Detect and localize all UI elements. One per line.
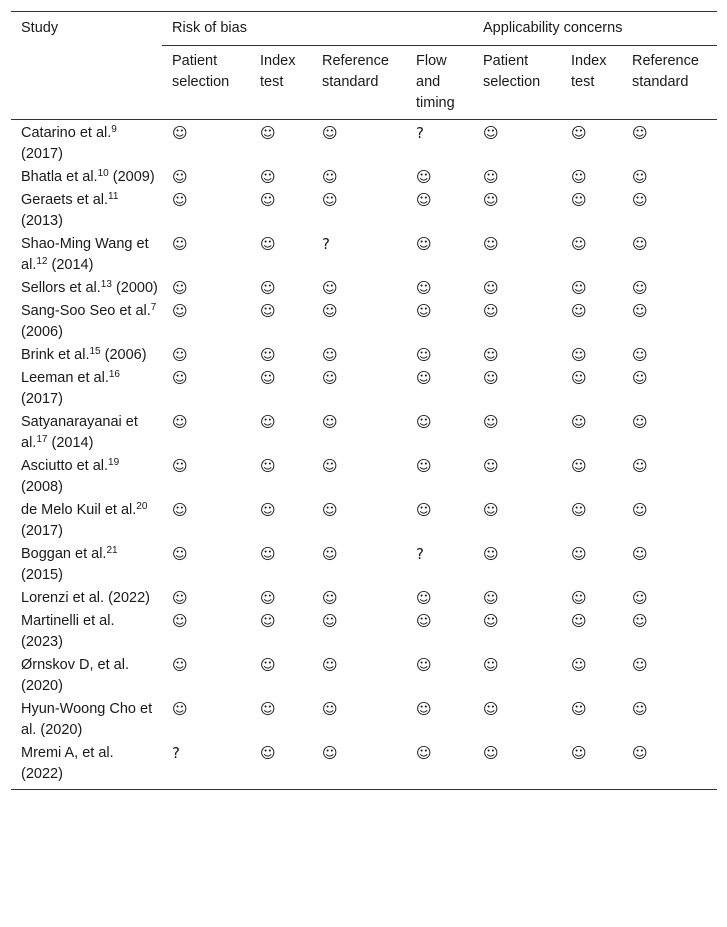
smiley-icon: ☺ [260,413,276,431]
smiley-icon: ☺ [416,700,432,718]
smiley-icon: ☺ [172,302,188,320]
smiley-icon: ☺ [322,413,338,431]
smiley-icon: ☺ [172,369,188,387]
study-year: (2022) [108,590,150,606]
smiley-icon: ☺ [250,742,312,790]
table-row [11,654,717,698]
smiley-icon: ☺ [632,191,648,209]
smiley-icon: ☺ [260,656,276,674]
smiley-icon: ☺ [571,545,587,563]
smiley-icon: ☺ [483,700,499,718]
unclear-mark: ? [162,742,250,790]
smiley-icon: ☺ [571,700,587,718]
smiley-icon: ☺ [406,742,473,790]
study-cell [11,742,162,790]
smiley-icon: ☺ [172,191,188,209]
study-name: Sellors et al. [21,280,101,296]
reference-number: 10 [97,168,109,179]
study-name: Bhatla et al. [21,169,98,185]
smiley-icon: ☺ [416,235,432,253]
smiley-icon: ☺ [632,235,648,253]
smiley-icon: ☺ [322,191,338,209]
smiley-icon: ☺ [483,656,499,674]
smiley-icon: ☺ [632,545,648,563]
smiley-icon: ☺ [571,656,587,674]
reference-number: 21 [106,545,118,556]
smiley-icon: ☺ [416,191,432,209]
smiley-icon: ☺ [571,191,587,209]
smiley-icon: ☺ [571,302,587,320]
study-cell [11,455,162,499]
reference-number: 15 [89,346,101,357]
smiley-icon: ☺ [483,279,499,297]
smiley-icon: ☺ [632,457,648,475]
quality-assessment-table [11,11,717,790]
smiley-icon: ☺ [632,279,648,297]
smiley-icon: ☺ [260,124,276,142]
study-cell [11,120,162,167]
study-cell [11,300,162,344]
table-body [11,120,717,790]
table-row [11,411,717,455]
study-name: Mremi A, et al. [21,745,114,761]
smiley-icon: ☺ [483,413,499,431]
table-row [11,543,717,587]
smiley-icon: ☺ [260,191,276,209]
header-rob-reference-standard: Reference standard [312,46,406,120]
smiley-icon: ☺ [483,589,499,607]
smiley-icon: ☺ [322,279,338,297]
study-name: Sang-Soo Seo et al. [21,303,151,319]
smiley-icon: ☺ [483,168,499,186]
smiley-icon: ☺ [322,656,338,674]
smiley-icon: ☺ [483,124,499,142]
smiley-icon: ☺ [416,612,432,630]
smiley-icon: ☺ [416,168,432,186]
header-app-patient-selection: Patient selection [473,46,561,120]
smiley-icon: ☺ [312,742,406,790]
study-cell [11,189,162,233]
smiley-icon: ☺ [416,369,432,387]
study-cell [11,654,162,698]
smiley-icon: ☺ [416,302,432,320]
study-name: Boggan et al. [21,546,107,562]
study-name: Leeman et al. [21,370,109,386]
smiley-icon: ☺ [322,589,338,607]
study-name: Ørnskov D, et al. [21,657,129,673]
smiley-icon: ☺ [260,700,276,718]
study-cell [11,233,162,277]
smiley-icon: ☺ [632,168,648,186]
table-row [11,189,717,233]
unclear-mark: ? [416,545,424,563]
smiley-icon: ☺ [260,612,276,630]
smiley-icon: ☺ [632,302,648,320]
smiley-icon: ☺ [632,612,648,630]
smiley-icon: ☺ [172,589,188,607]
reference-number: 12 [36,256,48,267]
study-name: Satyanarayanai et al. [21,414,138,451]
reference-number: 11 [108,191,119,202]
study-year: (2006) [21,324,63,340]
study-year: (2022) [21,766,63,782]
smiley-icon: ☺ [322,302,338,320]
smiley-icon: ☺ [571,124,587,142]
table-row [11,166,717,189]
unclear-mark: ? [322,235,330,253]
header-risk-of-bias: Risk of bias [162,12,473,46]
smiley-icon: ☺ [172,235,188,253]
study-year: (2014) [51,257,94,273]
smiley-icon: ☺ [322,124,338,142]
table-row [11,233,717,277]
smiley-icon: ☺ [483,612,499,630]
study-name: Shao-Ming Wang et al. [21,236,149,273]
smiley-icon: ☺ [322,545,338,563]
smiley-icon: ☺ [571,457,587,475]
study-cell [11,166,162,189]
smiley-icon: ☺ [172,413,188,431]
header-rob-index-test: Index test [250,46,312,120]
smiley-icon: ☺ [483,457,499,475]
reference-number: 16 [108,369,120,380]
table-row [11,344,717,367]
table-row [11,587,717,610]
table-row [11,698,717,742]
study-cell [11,543,162,587]
smiley-icon: ☺ [260,501,276,519]
smiley-icon: ☺ [483,346,499,364]
quadas-table-container [11,11,717,790]
reference-number: 20 [136,501,148,512]
smiley-icon: ☺ [322,700,338,718]
smiley-icon: ☺ [632,700,648,718]
study-name: Martinelli et al. [21,613,115,629]
smiley-icon: ☺ [260,457,276,475]
smiley-icon: ☺ [571,612,587,630]
study-name: Brink et al. [21,347,90,363]
study-year: (2014) [51,435,94,451]
smiley-icon: ☺ [172,656,188,674]
study-year: (2008) [21,479,63,495]
smiley-icon: ☺ [416,656,432,674]
smiley-icon: ☺ [473,742,561,790]
smiley-icon: ☺ [172,545,188,563]
study-year: (2009) [112,169,155,185]
study-year: (2000) [115,280,158,296]
reference-number: 19 [108,457,120,468]
smiley-icon: ☺ [416,413,432,431]
smiley-icon: ☺ [622,742,717,790]
smiley-icon: ☺ [632,589,648,607]
smiley-icon: ☺ [571,346,587,364]
smiley-icon: ☺ [322,168,338,186]
smiley-icon: ☺ [632,124,648,142]
smiley-icon: ☺ [561,742,622,790]
smiley-icon: ☺ [260,369,276,387]
smiley-icon: ☺ [416,589,432,607]
study-name: Catarino et al. [21,125,112,141]
smiley-icon: ☺ [632,501,648,519]
study-name: Lorenzi et al. [21,590,105,606]
study-cell [11,499,162,543]
study-year: (2017) [21,391,63,407]
unclear-mark: ? [416,124,424,142]
smiley-icon: ☺ [571,501,587,519]
header-applicability-concerns: Applicability concerns [473,12,717,46]
smiley-icon: ☺ [322,457,338,475]
study-name: de Melo Kuil et al. [21,502,137,518]
study-year: (2017) [21,523,63,539]
study-year: (2006) [104,347,147,363]
table-row [11,499,717,543]
smiley-icon: ☺ [172,168,188,186]
smiley-icon: ☺ [172,501,188,519]
table-row [11,742,717,790]
smiley-icon: ☺ [483,369,499,387]
smiley-icon: ☺ [483,191,499,209]
study-name: Asciutto et al. [21,458,109,474]
smiley-icon: ☺ [322,346,338,364]
smiley-icon: ☺ [571,413,587,431]
table-row [11,277,717,300]
smiley-icon: ☺ [172,346,188,364]
study-name: Hyun-Woong Cho et al. [21,701,153,738]
smiley-icon: ☺ [571,279,587,297]
table-row [11,120,717,167]
smiley-icon: ☺ [172,124,188,142]
smiley-icon: ☺ [483,235,499,253]
reference-number: 9 [111,124,117,135]
table-row [11,367,717,411]
study-cell [11,344,162,367]
smiley-icon: ☺ [172,457,188,475]
reference-number: 17 [36,434,48,445]
header-app-index-test: Index test [561,46,622,120]
smiley-icon: ☺ [260,279,276,297]
study-year: (2015) [21,567,63,583]
reference-number: 13 [100,279,112,290]
smiley-icon: ☺ [172,700,188,718]
smiley-icon: ☺ [416,501,432,519]
table-row [11,300,717,344]
smiley-icon: ☺ [483,302,499,320]
smiley-icon: ☺ [571,235,587,253]
table-row [11,455,717,499]
study-name: Geraets et al. [21,192,109,208]
smiley-icon: ☺ [260,168,276,186]
reference-number: 7 [150,302,157,313]
study-cell [11,367,162,411]
smiley-icon: ☺ [416,457,432,475]
table-row [11,610,717,654]
smiley-icon: ☺ [260,346,276,364]
smiley-icon: ☺ [260,302,276,320]
smiley-icon: ☺ [571,369,587,387]
smiley-icon: ☺ [416,346,432,364]
study-cell [11,610,162,654]
header-study: Study [11,12,162,120]
smiley-icon: ☺ [632,346,648,364]
header-app-reference-standard: Reference standard [622,46,717,120]
smiley-icon: ☺ [632,656,648,674]
study-cell [11,587,162,610]
smiley-icon: ☺ [571,168,587,186]
study-cell [11,698,162,742]
study-year: (2017) [21,146,63,162]
smiley-icon: ☺ [483,501,499,519]
study-cell [11,277,162,300]
smiley-icon: ☺ [571,589,587,607]
smiley-icon: ☺ [416,279,432,297]
smiley-icon: ☺ [322,612,338,630]
study-year: (2013) [21,213,63,229]
header-rob-patient-selection: Patient selection [162,46,250,120]
smiley-icon: ☺ [632,369,648,387]
smiley-icon: ☺ [322,501,338,519]
smiley-icon: ☺ [172,279,188,297]
smiley-icon: ☺ [260,545,276,563]
smiley-icon: ☺ [322,369,338,387]
smiley-icon: ☺ [260,589,276,607]
study-year: (2020) [21,678,63,694]
smiley-icon: ☺ [483,545,499,563]
smiley-icon: ☺ [260,235,276,253]
smiley-icon: ☺ [172,612,188,630]
header-rob-flow-timing: Flow and timing [406,46,473,120]
study-cell [11,411,162,455]
study-year: (2023) [21,634,63,650]
smiley-icon: ☺ [632,413,648,431]
study-year: (2020) [40,722,83,738]
